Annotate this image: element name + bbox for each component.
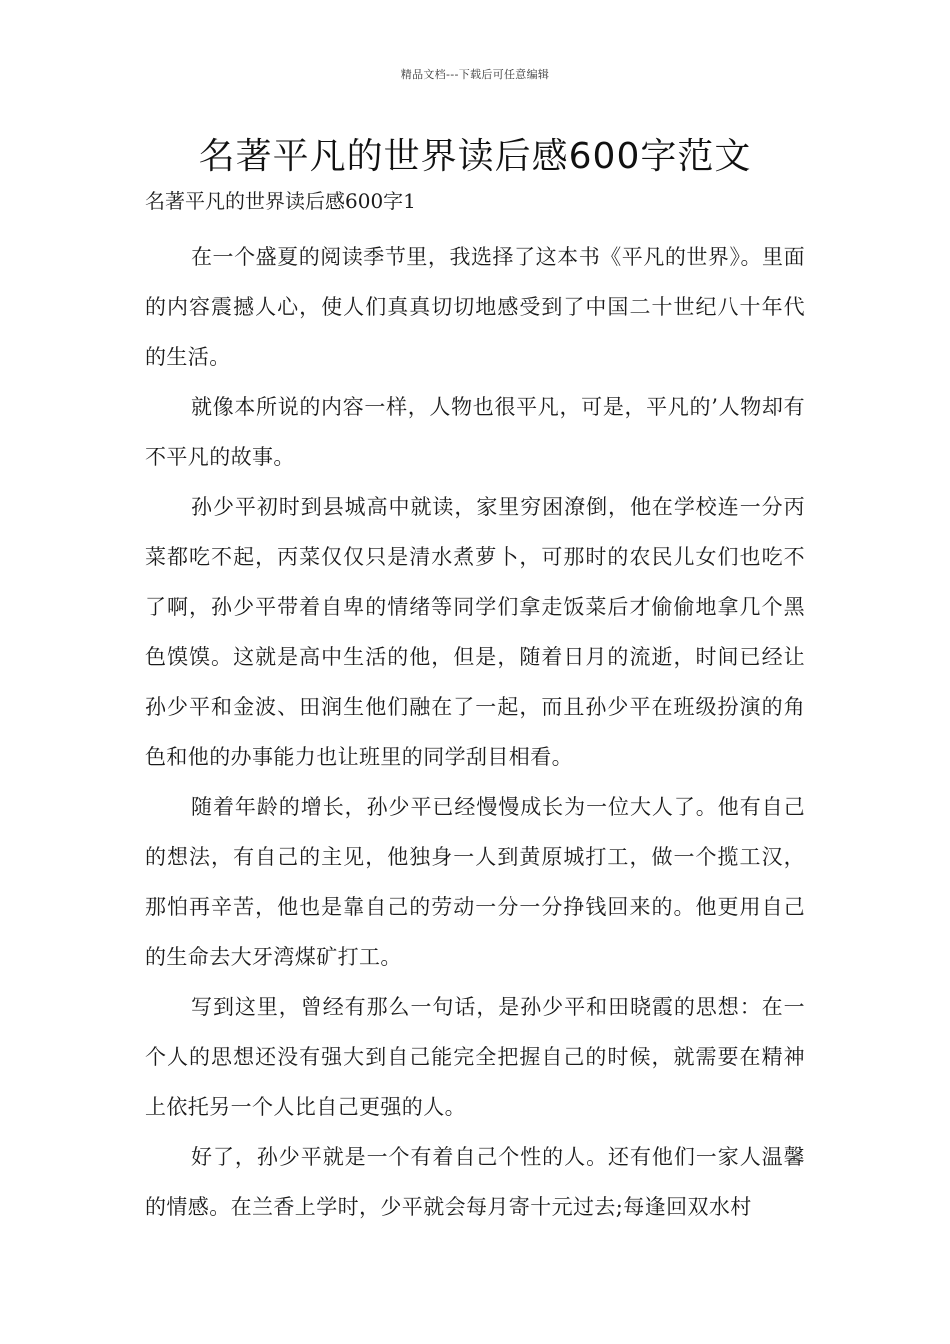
paragraph: 在一个盛夏的阅读季节里，我选择了这本书《平凡的世界》。里面的内容震撼人心，使人们真真切切地感受到了中国二十世纪八十年代的生活。	[145, 245, 805, 369]
paragraph: 孙少平初时到县城高中就读，家里穷困潦倒，他在学校连一分丙菜都吃不起，丙菜仅仅只是清水煮萝卜，可那时的农民儿女们也吃不了啊，孙少平带着自卑的情绪等同学们拿走饭菜后才偷偷地拿几个黑色馍馍。这就是高中生活的他，但是，随着日月的流逝，时间已经让孙少平和金波、田润生他们融在了一起，而且孙少平在班级扮演的角色和他的办事能力也让班里的同学刮目相看。	[145, 495, 805, 769]
paragraph: 随着年龄的增长，孙少平已经慢慢成长为一位大人了。他有自己的想法，有自己的主见，他独身一人到黄原城打工，做一个揽工汉，那怕再辛苦，他也是靠自己的劳动一分一分挣钱回来的。他更用自己的生命去大牙湾煤矿打工。	[145, 795, 805, 969]
document-title: 名著平凡的世界读后感600字范文	[198, 136, 752, 177]
paragraph: 写到这里，曾经有那么一句话，是孙少平和田晓霞的思想：在一个人的思想还没有强大到自己能完全把握自己的时候，就需要在精神上依托另一个人比自己更强的人。	[145, 995, 805, 1119]
section-subtitle: 名著平凡的世界读后感600字1	[145, 189, 416, 213]
document-body	[145, 184, 805, 1232]
header-note: 精品文档---下载后可任意编辑	[400, 68, 550, 81]
paragraph: 好了，孙少平就是一个有着自己个性的人。还有他们一家人温馨的情感。在兰香上学时，少平就会每月寄十元过去;每逢回双水村	[145, 1145, 805, 1219]
paragraph: 就像本所说的内容一样，人物也很平凡，可是，平凡的’人物却有不平凡的故事。	[145, 395, 805, 469]
